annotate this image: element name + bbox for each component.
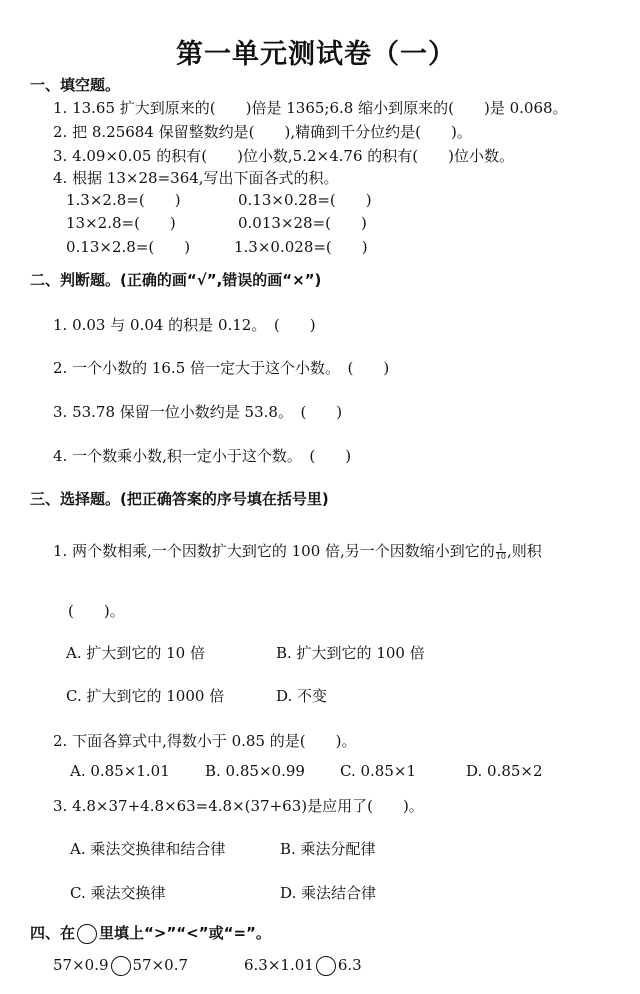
fraction (496, 544, 506, 561)
calc-item: 0.13×0.28=( ) (238, 191, 372, 209)
choice-option: D. 0.85×2 (466, 762, 543, 780)
section-4-heading (30, 922, 271, 944)
calc-item: 0.013×28=( ) (238, 214, 367, 232)
calc-item: 1.3×0.028=( ) (234, 238, 368, 256)
choice-option: B. 乘法分配律 (280, 840, 376, 858)
fill-question-4: 4. 根据 13×28=364,写出下面各式的积。 (53, 169, 339, 187)
choice-question-1-text: 1. 两个数相乘,一个因数扩大到它的 100 倍,另一个因数缩小到它的 (53, 542, 495, 560)
section-1-heading: 一、填空题。 (30, 76, 121, 94)
answer-circle[interactable] (316, 956, 336, 976)
choice-option: C. 乘法交换律 (70, 884, 166, 902)
choice-question-2: 2. 下面各算式中,得数小于 0.85 的是( )。 (53, 732, 357, 750)
choice-option: C. 扩大到它的 1000 倍 (66, 687, 225, 705)
choice-option: B. 扩大到它的 100 倍 (276, 644, 425, 662)
fraction-denominator: 10 (495, 551, 506, 561)
judge-item: 4. 一个数乘小数,积一定小于这个数。 ( ) (53, 447, 352, 465)
fill-question-3: 3. 4.09×0.05 的积有( )位小数,5.2×4.76 的积有( )位小数。 (53, 147, 514, 165)
choice-option: A. 0.85×1.01 (70, 762, 170, 780)
judge-item: 1. 0.03 与 0.04 的积是 0.12。 ( ) (53, 316, 316, 334)
choice-question-1 (53, 540, 542, 561)
circle-icon (77, 924, 97, 944)
compare-item (244, 956, 362, 976)
answer-circle[interactable] (111, 956, 131, 976)
choice-option: D. 乘法结合律 (280, 884, 377, 902)
section-3-heading: 三、选择题。(把正确答案的序号填在括号里) (30, 490, 329, 508)
choice-question-1-tail: ,则积 (506, 542, 542, 560)
choice-option: C. 0.85×1 (340, 762, 416, 780)
choice-question-1-blank: ( )。 (68, 602, 125, 620)
compare-right: 57×0.7 (132, 956, 189, 974)
compare-left: 57×0.9 (53, 956, 109, 974)
calc-item: 13×2.8=( ) (66, 214, 176, 232)
section-2-heading: 二、判断题。(正确的画“√”,错误的画“×”) (30, 271, 322, 289)
calc-item: 1.3×2.8=( ) (66, 191, 181, 209)
section-4-heading-pre: 四、在 (30, 924, 76, 942)
choice-option: A. 乘法交换律和结合律 (70, 840, 226, 858)
fill-question-1: 1. 13.65 扩大到原来的( )倍是 1365;6.8 缩小到原来的( )是 0.068。 (53, 99, 568, 117)
compare-left: 6.3×1.01 (244, 956, 314, 974)
choice-option: B. 0.85×0.99 (205, 762, 305, 780)
calc-item: 0.13×2.8=( ) (66, 238, 191, 256)
page-title: 第一单元测试卷（一） (176, 39, 456, 70)
section-4-heading-post: 里填上“>”“<”或“=”。 (99, 924, 271, 942)
choice-option: D. 不变 (276, 687, 328, 705)
compare-item (53, 956, 188, 976)
judge-item: 3. 53.78 保留一位小数约是 53.8。 ( ) (53, 403, 343, 421)
compare-right: 6.3 (337, 956, 362, 974)
fill-question-2: 2. 把 8.25684 保留整数约是( ),精确到千分位约是( )。 (53, 123, 472, 141)
choice-question-3: 3. 4.8×37+4.8×63=4.8×(37+63)是应用了( )。 (53, 797, 424, 815)
fraction-numerator: 1 (496, 544, 506, 553)
judge-item: 2. 一个小数的 16.5 倍一定大于这个小数。 ( ) (53, 359, 390, 377)
choice-option: A. 扩大到它的 10 倍 (66, 644, 205, 662)
